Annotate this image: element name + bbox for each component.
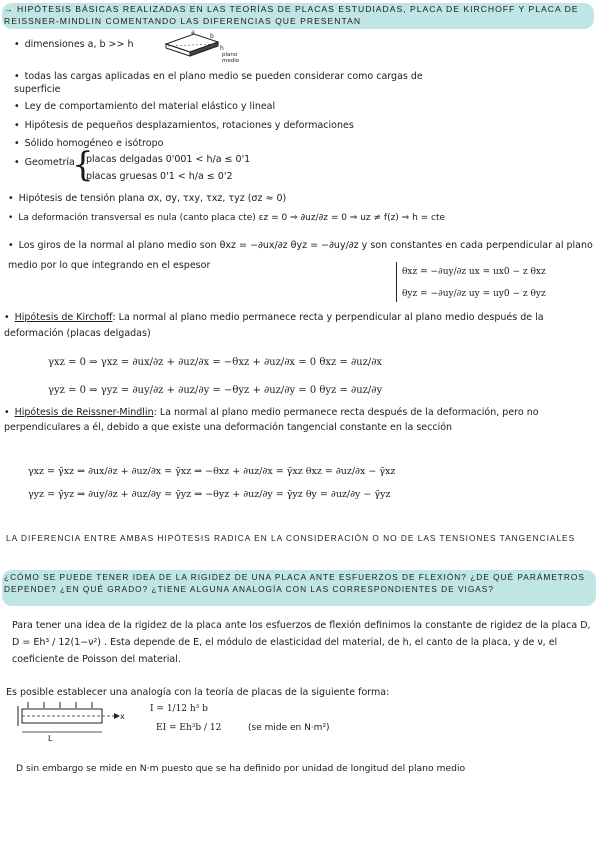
rotations-text: • Los giros de la normal al plano medio son θxz = −∂ux/∂z θyz = −∂uy/∂z y son constantes en cada perpendicular al plano medio por lo que integrando en el espesor	[8, 236, 593, 276]
reissner-eq-2: γyz = γ̄yz ⇒ ∂uy/∂z + ∂uz/∂y = γ̄yz ⇒ −θyz + ∂uz/∂y = γ̄yz θy = ∂uz/∂y − γ̄yz	[28, 489, 391, 500]
beam-sketch	[14, 698, 124, 740]
stiffness-answer: Para tener una idea de la rigidez de la placa ante los esfuerzos de flexión definimos la constante de rigidez de la placa D, D = Eh³ / 12(1−ν²) . Esta depende de E, el módulo de elasticidad del material, de h, el canto de la placa, y de ν, el coeficiente de Poisson del material.	[12, 620, 591, 665]
thick-plates-text: placas gruesas 0'1 < h/a ≤ 0'2	[86, 171, 233, 182]
plate-label-b: b	[210, 33, 214, 40]
difference-text: LA DIFERENCIA ENTRE AMBAS HIPÓTESIS RADICA EN LA CONSIDERACIÓN O NO DE LAS TENSIONES TANGENCIALES	[6, 533, 576, 543]
loads-text: • todas las cargas aplicadas en el plano medio se pueden considerar como cargas de superficie	[14, 70, 444, 96]
plate-label-a: a	[191, 29, 195, 36]
analogy-text: Es posible establecer una analogía con la teoría de placas de la siguiente forma:	[6, 687, 390, 698]
solid-text: • Sólido homogéneo e isótropo	[14, 137, 163, 150]
reissner-eq-1: γxz = γ̄xz ⇒ ∂ux/∂z + ∂uz/∂x = γ̄xz ⇒ −θxz + ∂uz/∂x = γ̄xz θxz = ∂uz/∂x − γ̄xz	[28, 466, 396, 477]
plate-label-plano-medio: plano medio	[222, 52, 240, 64]
thin-plates-text: placas delgadas 0'001 < h/a ≤ 0'1	[86, 154, 251, 165]
kirchhoff-paragraph	[4, 310, 594, 342]
rotation-eq-2: θyz = −∂uy/∂z uy = uy0 − z θyz	[402, 289, 546, 299]
kirchhoff-text: : La normal al plano medio permanece recta y perpendicular al plano medio después de la deformación (placas delgadas)	[4, 312, 544, 339]
geometry-label: • Geometría	[14, 156, 75, 169]
no-strain-text: • La deformación transversal es nula (canto placa cte) εz = 0 ⇒ ∂uz/∂z = 0 ⇒ uz ≠ f(z) ⇒ h = cte	[8, 212, 445, 225]
kirchhoff-label: Hipótesis de Kirchoff	[14, 312, 113, 323]
plate-label-h: h	[220, 45, 224, 52]
final-text: D sin embargo se mide en N·m puesto que se ha definido por unidad de longitud del plano medio	[16, 763, 466, 774]
geometry-brace: {	[72, 145, 94, 185]
rotation-brace	[396, 262, 399, 302]
dimensions-text: • dimensiones a, b >> h	[14, 38, 134, 51]
plane-stress-text: • Hipótesis de tensión plana σx, σy, τxy, τxz, τyz (σz ≈ 0)	[8, 192, 286, 205]
reissner-text: : La normal al plano medio permanece recta después de la deformación, pero no perpendiculares a él, debido a que existe una deformación tangencial constante en la sección	[4, 407, 539, 433]
small-disp-text: • Hipótesis de pequeños desplazamientos, rotaciones y deformaciones	[14, 119, 354, 132]
ei-formula: EI = Eh³b / 12	[156, 723, 222, 733]
section2-question: ¿CÓMO SE PUEDE TENER IDEA DE LA RIGIDEZ DE UNA PLACA ANTE ESFUERZOS DE FLEXIÓN? ¿DE QUÉ PARÁMETROS DEPENDE? ¿EN QUÉ GRADO? ¿TIENE ALGUNA ANALOGÍA CON LAS CORRESPONDIENTES DE VIGAS?	[4, 572, 585, 594]
material-text: • Ley de comportamiento del material elástico y lineal	[14, 100, 275, 113]
kirchhoff-eq-2: γyz = 0 ⇒ γyz = ∂uy/∂z + ∂uz/∂y = −θyz + ∂uz/∂y = 0 θyz = ∂uz/∂y	[48, 385, 383, 396]
kirchhoff-eq-1: γxz = 0 ⇒ γxz = ∂ux/∂z + ∂uz/∂x = −θxz + ∂uz/∂x = 0 θxz = ∂uz/∂x	[48, 357, 383, 368]
beam-label-x: x	[120, 712, 125, 721]
beam-label-L: L	[48, 734, 53, 743]
section1-title: → HIPÓTESIS BÁSICAS REALIZADAS EN LAS TEORÍAS DE PLACAS ESTUDIADAS, PLACA DE KIRCHOFF Y PLACA DE REISSNER-MINDLIN COMENTANDO LAS DIFERENCIAS QUE PRESENTAN	[4, 4, 579, 26]
reissner-label: Hipótesis de Reissner-Mindlin	[14, 407, 154, 418]
rotation-eq-1: θxz = −∂uy/∂z ux = ux0 − z θxz	[402, 267, 546, 277]
ei-units: (se mide en N·m²)	[248, 723, 330, 733]
reissner-paragraph	[4, 405, 596, 435]
inertia-formula: I = 1/12 h³ b	[150, 704, 208, 714]
